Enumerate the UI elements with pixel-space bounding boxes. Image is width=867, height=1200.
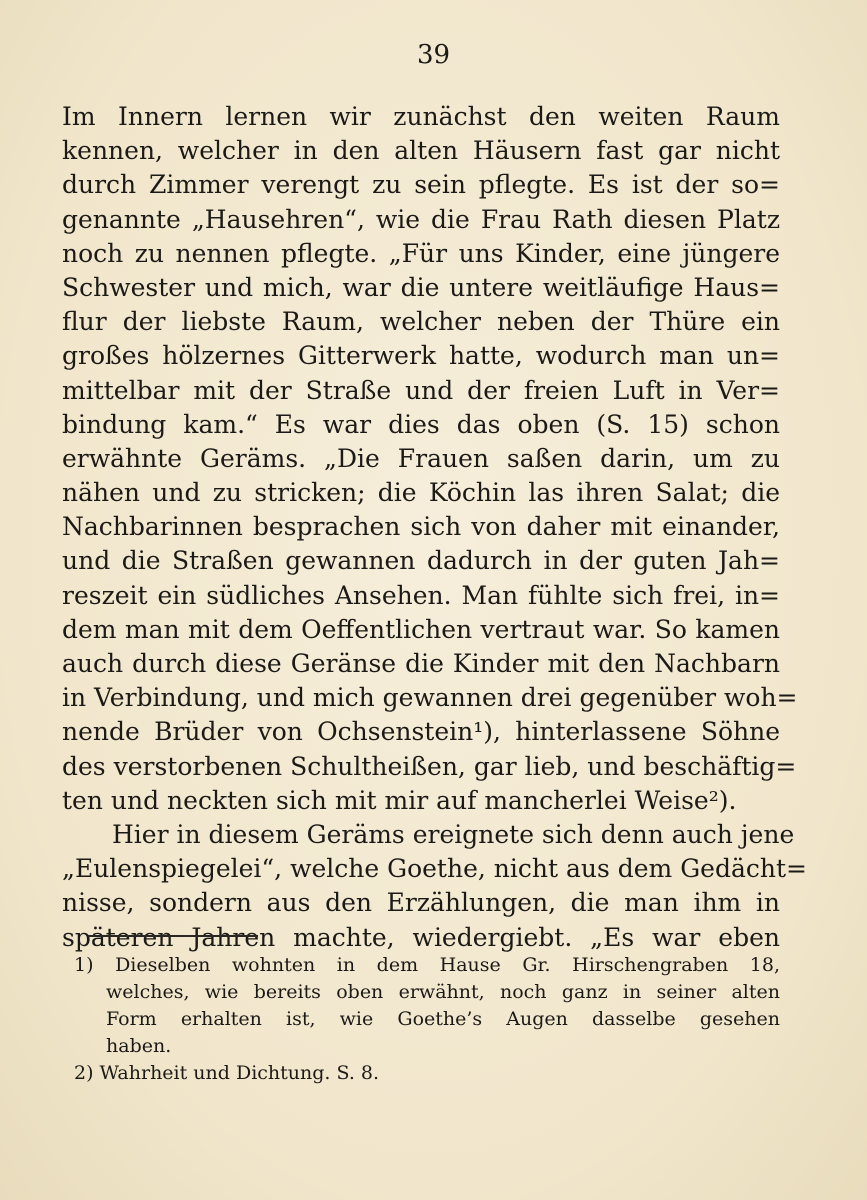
text-line: des verstorbenen Schultheißen, gar lieb, und beschäftig=: [62, 751, 797, 781]
text-line: Im Innern lernen wir zunächst den weiten Raum: [62, 102, 780, 131]
text-line: nisse, sondern aus den Erzählungen, die man ihm in: [62, 888, 780, 918]
text-line: auch durch diese Geränse die Kinder mit den Nachbarn: [62, 649, 780, 678]
text-line: in Verbindung, und mich gewannen drei gegenüber woh=: [62, 683, 798, 713]
text-line: ten und neckten sich mit mir auf mancherlei Weise²).: [62, 785, 737, 815]
text-line: nende Brüder von Ochsenstein¹), hinterlassene Söhne: [62, 717, 780, 747]
text-line: flur der liebste Raum, welcher neben der Thüre ein: [62, 307, 780, 337]
text-line: und die Straßen gewannen dadurch in der guten Jah=: [62, 546, 780, 576]
text-line: durch Zimmer verengt zu sein pflegte. Es ist der so=: [62, 170, 780, 200]
text-line: genannte „Hausehren“, wie die Frau Rath diesen Platz: [62, 204, 780, 234]
text-line: mittelbar mit der Straße und der freien Luft in Ver=: [62, 375, 780, 405]
footnote-line: haben.: [106, 1035, 172, 1057]
footnote-divider: [88, 935, 258, 937]
text-line: dem man mit dem Oeffentlichen vertraut war. So kamen: [62, 614, 780, 644]
footnotes: [74, 952, 780, 1087]
footnote-line: 2) Wahrheit und Dichtung. S. 8.: [74, 1062, 380, 1084]
text-line: „Eulenspiegelei“, welche Goethe, nicht aus dem Gedächt=: [62, 854, 807, 884]
footnote-line: 1) Dieselben wohnten in dem Hause Gr. Hirschengraben 18,: [74, 954, 780, 976]
footnote-line: welches, wie bereits oben erwähnt, noch ganz in seiner alten: [106, 981, 780, 1003]
text-line: Hier in diesem Geräms ereignete sich denn auch jene: [112, 819, 795, 849]
text-line: Nachbarinnen besprachen sich von daher mit einander,: [62, 512, 780, 542]
text-line: reszeit ein südliches Ansehen. Man fühlte sich frei, in=: [62, 580, 780, 610]
text-line: späteren Jahren machte, wiedergiebt. „Es war eben: [62, 922, 780, 952]
text-line: erwähnte Geräms. „Die Frauen saßen darin, um zu: [62, 443, 780, 473]
page-number: 39: [416, 40, 451, 70]
text-line: kennen, welcher in den alten Häusern fast gar nicht: [62, 136, 780, 166]
text-line: noch zu nennen pflegte. „Für uns Kinder, eine jüngere: [62, 238, 780, 268]
text-line: nähen und zu stricken; die Köchin las ihren Salat; die: [62, 478, 780, 508]
text-line: bindung kam.“ Es war dies das oben (S. 15) schon: [62, 409, 780, 439]
text-line: Schwester und mich, war die untere weitläufige Haus=: [62, 272, 780, 302]
text-line: großes hölzernes Gitterwerk hatte, wodurch man un=: [62, 341, 780, 371]
main-text: [62, 100, 807, 955]
footnote-line: Form erhalten ist, wie Goethe’s Augen dasselbe gesehen: [106, 1008, 780, 1030]
